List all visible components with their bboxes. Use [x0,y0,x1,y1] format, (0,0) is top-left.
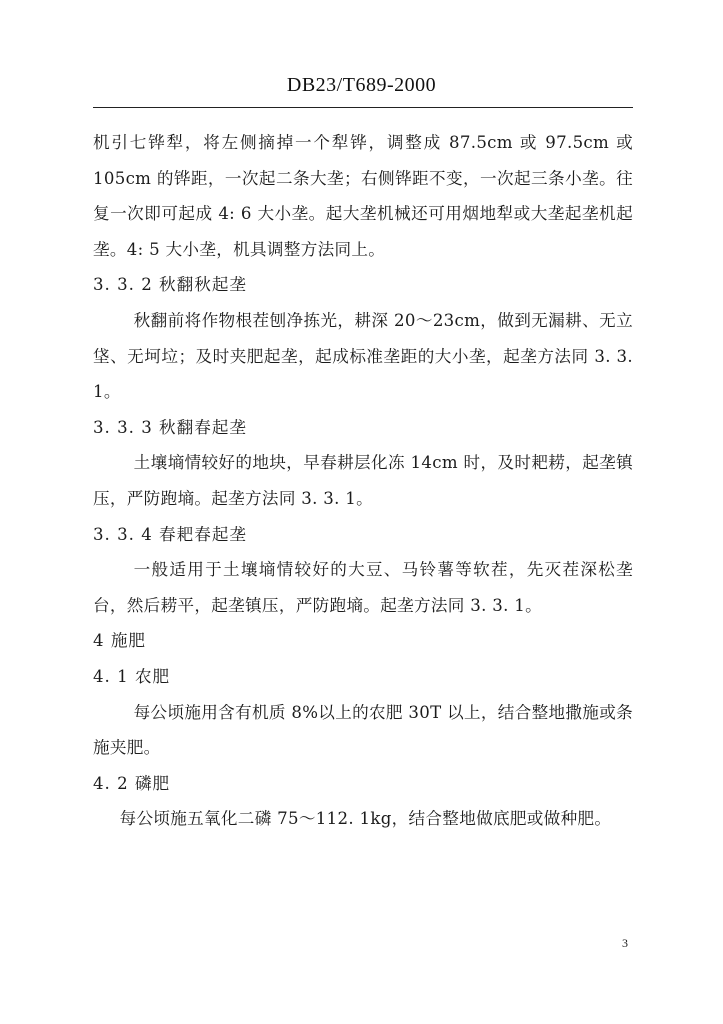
document-body [93,125,633,837]
standard-code-header: DB23/T689-2000 [286,74,437,96]
section-heading: 3. 3. 3 秋翻春起垄 [93,417,248,437]
body-paragraph: 一般适用于土壤墒情较好的大豆、马铃薯等软茬，先灭茬深松垄台，然后耢平，起垄镇压，严防跑墒。起垄方法同 3. 3. 1。 [93,560,633,615]
section-heading: 4. 1 农肥 [93,666,171,686]
page-number: 3 [622,936,628,950]
section-heading: 3. 3. 2 秋翻秋起垄 [93,275,248,295]
body-paragraph: 机引七铧犁，将左侧摘掉一个犁铧，调整成 87.5cm 或 97.5cm 或 105cm 的铧距，一次起二条大垄；右侧铧距不变，一次起三条小垄。往复一次即可起成 4: 6 大小垄。起大垄机械还可用烟地犁或大垄起垄机起垄。4: 5 大小垄，机具调整方法同上。 [93,133,633,259]
body-paragraph: 土壤墒情较好的地块，早春耕层化冻 14cm 时，及时耙耢，起垄镇压，严防跑墒。起垄方法同 3. 3. 1。 [93,453,633,508]
section-heading: 4. 2 磷肥 [93,773,171,793]
section-heading: 3. 3. 4 春耙春起垄 [93,524,248,544]
section-heading: 4 施肥 [93,631,147,651]
body-paragraph: 每公顷施五氧化二磷 75～112. 1kg，结合整地做底肥或做种肥。 [119,809,612,829]
header-rule [93,107,633,108]
body-paragraph: 每公顷施用含有机质 8%以上的农肥 30T 以上，结合整地撒施或条施夹肥。 [93,702,633,758]
body-paragraph: 秋翻前将作物根茬刨净拣光，耕深 20～23cm，做到无漏耕、无立垡、无坷垃；及时夹肥起垄，起成标准垄距的大小垄，起垄方法同 3. 3. 1。 [93,310,633,402]
